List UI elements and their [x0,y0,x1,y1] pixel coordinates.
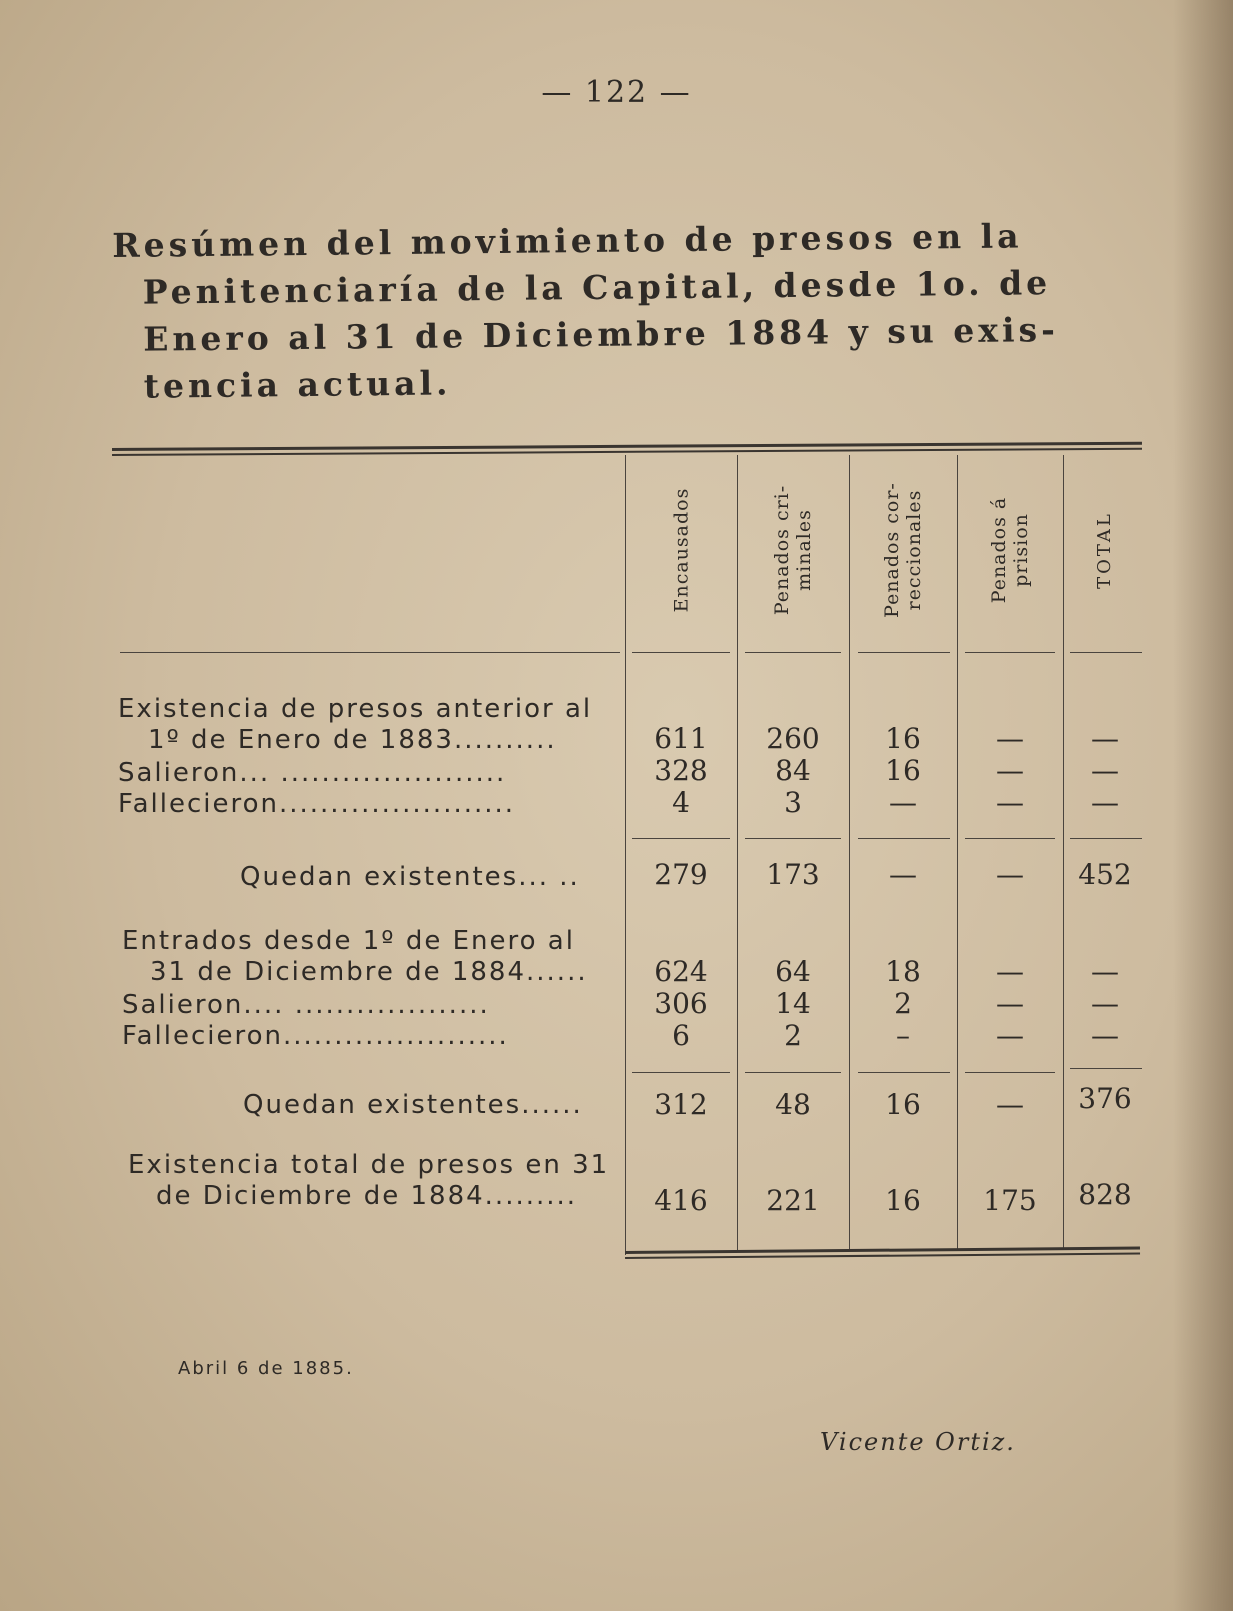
cell-penados-prision: — [996,1019,1024,1052]
subtotal-rule [745,838,841,839]
cell-penados-criminales: 84 [775,754,811,787]
column-header-penados-prision: Penados á prision [988,496,1032,604]
subtotal-rule [858,1072,950,1073]
cell-penados-correccionales: 16 [885,1088,921,1121]
column-header-penados-criminales: Penados cri- minales [771,484,816,616]
row-label-salieron: Salieron... ...................... [118,758,507,788]
row-label-quedan-existentes: Quedan existentes...... [243,1090,583,1120]
cell-encausados: 416 [654,1184,708,1217]
cell-penados-criminales: 14 [775,987,811,1020]
cell-encausados: 279 [654,858,708,891]
cell-total: 452 [1078,858,1132,891]
cell-total: 828 [1078,1178,1132,1211]
title-line: Penitenciaría de la Capital, desde 1o. de [142,263,1052,312]
cell-total: 376 [1078,1082,1132,1115]
cell-total: — [1091,754,1119,787]
header-rule [858,652,950,653]
column-divider [737,455,738,1250]
cell-encausados: 306 [654,987,708,1020]
cell-penados-criminales: 48 [775,1088,811,1121]
column-divider [849,455,850,1250]
cell-penados-correccionales: 16 [885,722,921,755]
cell-penados-correccionales: 16 [885,754,921,787]
cell-encausados: 328 [654,754,708,787]
top-double-rule [112,442,1142,451]
cell-penados-prision: — [996,722,1024,755]
cell-total: — [1091,786,1119,819]
cell-total: — [1091,1019,1119,1052]
cell-penados-correccionales: – [896,1019,910,1052]
row-label-fallecieron: Fallecieron....................... [118,789,516,819]
title-line: Enero al 31 de Diciembre 1884 y su exis- [143,310,1059,359]
footer-date: Abril 6 de 1885. [178,1358,354,1379]
subtotal-rule [745,1072,841,1073]
cell-penados-correccionales: 18 [885,955,921,988]
row-label-entrados-1884: Entrados desde 1º de Enero al 31 de Diciembre de 1884...... [122,926,588,987]
header-rule [745,652,841,653]
cell-penados-criminales: 221 [766,1184,820,1217]
subtotal-rule [965,1072,1055,1073]
cell-penados-criminales: 2 [784,1019,802,1052]
cell-penados-criminales: 3 [784,786,802,819]
cell-penados-correccionales: 16 [885,1184,921,1217]
cell-penados-prision: 175 [983,1184,1037,1217]
bottom-double-rule [625,1247,1140,1254]
column-header-penados-correccionales: Penados cor- reccionales [881,482,925,618]
cell-penados-correccionales: 2 [894,987,912,1020]
cell-total: — [1091,722,1119,755]
column-divider [957,455,958,1250]
cell-penados-criminales: 260 [766,722,820,755]
cell-total: — [1091,955,1119,988]
cell-penados-prision: — [996,987,1024,1020]
title-line: tencia actual. [143,363,452,406]
subtotal-rule [1070,1068,1142,1069]
row-label-existencia-total: Existencia total de presos en 31 de Diciembre de 1884......... [128,1150,610,1211]
column-divider [625,455,626,1255]
cell-penados-prision: — [996,786,1024,819]
cell-encausados: 624 [654,955,708,988]
row-label-fallecieron: Fallecieron...................... [122,1021,509,1051]
subtotal-rule [1070,838,1142,839]
cell-penados-prision: — [996,955,1024,988]
cell-encausados: 6 [672,1019,690,1052]
cell-penados-prision: — [996,858,1024,891]
row-label-quedan-existentes: Quedan existentes... .. [240,862,580,892]
subtotal-rule [632,1072,730,1073]
title-line: Resúmen del movimiento de presos en la [112,216,1023,265]
cell-encausados: 312 [654,1088,708,1121]
header-rule [120,652,620,653]
row-label-salieron: Salieron.... ................... [122,990,490,1020]
cell-penados-correccionales: — [889,858,917,891]
cell-penados-criminales: 173 [766,858,820,891]
subtotal-rule [965,838,1055,839]
subtotal-rule [632,838,730,839]
cell-penados-criminales: 64 [775,955,811,988]
header-rule [1070,652,1142,653]
signature: Vicente Ortiz. [820,1428,1016,1456]
column-header-encausados: Encausados [670,487,692,613]
subtotal-rule [858,838,950,839]
header-rule [965,652,1055,653]
page-number: — 122 — [541,75,692,110]
table-title [112,211,1144,410]
row-label-existencia-1883: Existencia de presos anterior al 1º de Enero de 1883.......... [118,694,593,755]
cell-total: — [1091,987,1119,1020]
cell-penados-prision: — [996,1088,1024,1121]
cell-encausados: 611 [654,722,708,755]
column-header-total: TOTAL [1094,511,1115,589]
cell-penados-correccionales: — [889,786,917,819]
cell-penados-prision: — [996,754,1024,787]
cell-encausados: 4 [672,786,690,819]
header-rule [632,652,730,653]
